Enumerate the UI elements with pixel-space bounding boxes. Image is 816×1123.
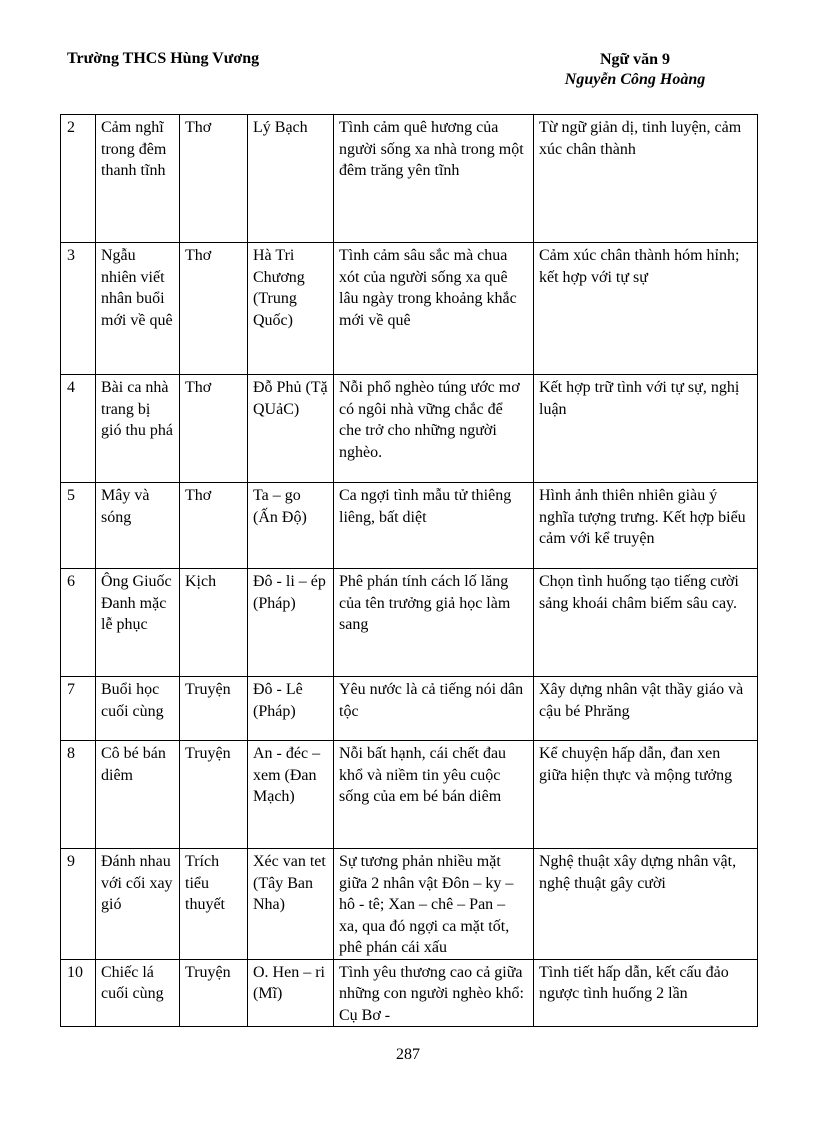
cell-author: O. Hen – ri (Mĩ) (248, 959, 334, 1027)
cell-title: Ông Giuốc Đanh mặc lễ phục (96, 569, 180, 677)
cell-art: Tình tiết hấp dẫn, kết cấu đảo ngược tình huống 2 lần (534, 959, 758, 1027)
cell-title: Mây và sóng (96, 483, 180, 569)
cell-genre: Thơ (180, 115, 248, 243)
table-row (61, 569, 758, 677)
cell-index: 3 (61, 243, 96, 375)
cell-content: Tình cảm sâu sắc mà chua xót của người sống xa quê lâu ngày trong khoảng khắc mới về quê (334, 243, 534, 375)
table-row (61, 741, 758, 849)
table-body (61, 115, 758, 1027)
cell-art: Hình ảnh thiên nhiên giàu ý nghĩa tượng trưng. Kết hợp biểu cảm với kể truyện (534, 483, 758, 569)
table-row (61, 677, 758, 741)
cell-art: Chọn tình huống tạo tiếng cười sảng khoái châm biếm sâu cay. (534, 569, 758, 677)
cell-art: Nghệ thuật xây dựng nhân vật, nghệ thuật gây cười (534, 849, 758, 960)
subject-title: Ngữ văn 9 (599, 51, 671, 68)
cell-index: 6 (61, 569, 96, 677)
cell-genre: Truyện (180, 677, 248, 741)
cell-content: Tình cảm quê hương của người sống xa nhà trong một đêm trăng yên tĩnh (334, 115, 534, 243)
cell-index: 5 (61, 483, 96, 569)
header-right (540, 50, 730, 90)
cell-index: 10 (61, 959, 96, 1027)
cell-title: Chiếc lá cuối cùng (96, 959, 180, 1027)
cell-content: Phê phán tính cách lố lăng của tên trưởng giả học làm sang (334, 569, 534, 677)
table-row (61, 849, 758, 960)
cell-genre: Kịch (180, 569, 248, 677)
page-number: 287 (396, 1046, 420, 1063)
cell-title: Buổi học cuối cùng (96, 677, 180, 741)
cell-content: Nỗi phổ nghèo túng ước mơ có ngôi nhà vững chắc để che trở cho những người nghèo. (334, 375, 534, 483)
cell-author: Lý Bạch (248, 115, 334, 243)
cell-author: An - đéc – xem (Đan Mạch) (248, 741, 334, 849)
cell-index: 2 (61, 115, 96, 243)
cell-art: Xây dựng nhân vật thầy giáo và cậu bé Phrăng (534, 677, 758, 741)
cell-content: Sự tương phản nhiều mặt giữa 2 nhân vật Đôn – ky – hô - tê; Xan – chê – Pan – xa, qua đó ngợi ca mặt tốt, phê phán cái xấu (334, 849, 534, 960)
cell-title: Đánh nhau với cối xay gió (96, 849, 180, 960)
cell-index: 9 (61, 849, 96, 960)
cell-art: Kể chuyện hấp dẫn, đan xen giữa hiện thực và mộng tưởng (534, 741, 758, 849)
cell-content: Tình yêu thương cao cả giữa những con người nghèo khổ: Cụ Bơ - (334, 959, 534, 1027)
table-row (61, 483, 758, 569)
cell-genre: Thơ (180, 375, 248, 483)
cell-index: 7 (61, 677, 96, 741)
cell-genre: Truyện (180, 959, 248, 1027)
cell-art: Kết hợp trữ tình với tự sự, nghị luận (534, 375, 758, 483)
cell-title: Ngẫu nhiên viết nhân buổi mới về quê (96, 243, 180, 375)
cell-title: Bài ca nhà trang bị gió thu phá (96, 375, 180, 483)
cell-author: Hà Tri Chương (Trung Quốc) (248, 243, 334, 375)
cell-content: Yêu nước là cả tiếng nói dân tộc (334, 677, 534, 741)
cell-author: Đô - Lê (Pháp) (248, 677, 334, 741)
literature-table (60, 114, 758, 1027)
cell-index: 8 (61, 741, 96, 849)
author-name: Nguyễn Công Hoàng (564, 71, 706, 88)
cell-content: Ca ngợi tình mẫu tử thiêng liêng, bất diệt (334, 483, 534, 569)
table-row (61, 243, 758, 375)
school-name: Trường THCS Hùng Vương (67, 50, 260, 67)
cell-genre: Thơ (180, 243, 248, 375)
cell-content: Nỗi bất hạnh, cái chết đau khổ và niềm tin yêu cuộc sống của em bé bán diêm (334, 741, 534, 849)
cell-art: Từ ngữ giản dị, tinh luyện, cảm xúc chân thành (534, 115, 758, 243)
cell-author: Đỗ Phủ (Tặ QUảC) (248, 375, 334, 483)
table-row (61, 959, 758, 1027)
table-row (61, 115, 758, 243)
cell-genre: Trích tiểu thuyết (180, 849, 248, 960)
cell-genre: Thơ (180, 483, 248, 569)
cell-genre: Truyện (180, 741, 248, 849)
cell-author: Xéc van tet (Tây Ban Nha) (248, 849, 334, 960)
table-row (61, 375, 758, 483)
cell-author: Đô - li – ép (Pháp) (248, 569, 334, 677)
cell-index: 4 (61, 375, 96, 483)
cell-title: Cảm nghĩ trong đêm thanh tĩnh (96, 115, 180, 243)
cell-title: Cô bé bán diêm (96, 741, 180, 849)
cell-author: Ta – go (Ấn Độ) (248, 483, 334, 569)
cell-art: Cảm xúc chân thành hóm hỉnh; kết hợp với tự sự (534, 243, 758, 375)
